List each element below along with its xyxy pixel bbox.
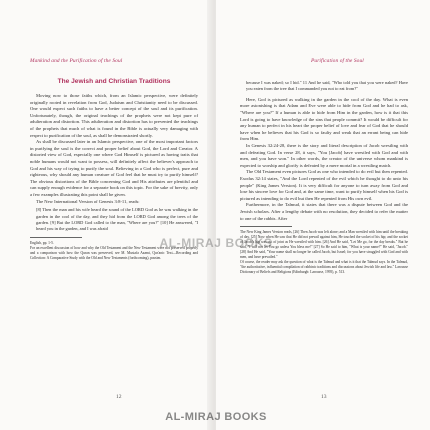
- section-heading: The Jewish and Christian Traditions: [57, 78, 171, 85]
- body-paragraph: The Old Testament even pictures God as one who intended to do evil but then repented. Exodus 32:14 states, "And the Lord repented of the evil which he thought to do unto his people" (King James Version). It is very difficult for anyone to turn away from God and lose his sincere love for God and, at the same time, want to purify himself when his God is pictured as intending to do evil but then He repented from His own evil.: [240, 169, 408, 201]
- body-paragraph: As shall be discussed later in an Islamic perspective, one of the most important factors in purifying the soul is the correct and proper belief about God, the Lord and Creator. A distorted view of God, especially one where God Himself is pictured as having traits that noble humans would not want to possess, will definitely affect the believer's approach to God and his way of trying to purify the soul. Believing in a God who is perfect, pure and righteous, why should any human creature of God feel that he must try to purify himself? The obvious distortions of the Bible concerning God and His attributes are plentiful and can supply enough evidence for a separate book on this topic. For the sake of brevity, only a few examples illustrating this point shall be given.: [30, 139, 198, 197]
- running-head-right: Purification of the Soul: [311, 58, 364, 64]
- watermark-bottom: AL-MIRAJ BOOKS: [165, 411, 267, 423]
- body-paragraph: Here, God is pictured as walking in the garden in the cool of the day. What is even more astonishing is that Adam and Eve were able to hide from God and he had to ask, "Where are you?" If a human is able to hide from Him in the garden, how is it that this Lord is going to have knowledge of the sins that people commit? It would be difficult for any human to perfect in his heart the proper belief of love and fear of God that he should have when he believes that his God is so faulty and weak that an errant being can hide from Him.: [240, 96, 408, 142]
- watermark: AL-MIRAJ BOOKS: [159, 236, 273, 250]
- body-paragraph: The New International Version of Genesis 3:8-11, reads:: [36, 198, 140, 204]
- scripture-quote: because I was naked; so I hid." 11 And he said, "Who told you that you were naked? Have you eaten from the tree that I commanded you not to eat from?": [246, 80, 408, 92]
- left-page-content: [30, 78, 198, 261]
- page-number-right: 13: [321, 394, 327, 400]
- footnote: For an excellent discussion of how and why the Old Testament and the New Testament were not preserved properly and a comparison with how the Quran was preserved, see M. Mustafa Azami, Qur'anic Text—Recording and Collection: A Comparative Study with the Old and New Testaments (forthcoming), passim.: [30, 245, 198, 260]
- body-paragraph: Furthermore, in the Talmud, it states that there was a dispute between God and the Jewish scholars. After a lengthy debate with no resolution, they decided to refer the matter to one of the rabbis. After: [240, 202, 408, 221]
- left-page: [0, 0, 214, 430]
- body-paragraph: Moving now to those faiths which, from an Islamic perspective, were definitely originally rooted in revelation from God, Judaism and Christianity need to be discussed. One would expect such faiths to have a better concept of the soul and its purification. Unfortunately, though, the original teachings of the prophets were not kept pure of adulteration and distortion. This adulteration and distortion has to prevented the teachings of the prophets that much of what is found in the Bible is actually very damaging with respect to purification of the soul, as shall be demonstrated shortly.: [30, 93, 198, 138]
- scripture-quote: [8] Then the man and his wife heard the sound of the LORD God as he was walking in the garden in the cool of the day, and they hid from the LORD God among the trees of the garden. [9] But the LORD God called to the man, "Where are you?" [10] He answered, "I heard you in the garden, and I was afraid: [36, 207, 198, 232]
- footnote: Of course, the reader may ask the question of what is the Talmud and what is it that the Talmud says. In the Talmud, "the authoritative, influential compilation of rabbinic traditions and discussions about Jewish life and law." Larousse Dictionary of Beliefs and Religions (Edinburgh: Larousse, 1995), p. 513.: [240, 260, 408, 275]
- page-number-left: 12: [116, 394, 122, 400]
- right-page: [216, 0, 430, 430]
- footnote-divider: [30, 237, 82, 238]
- footnote: The New King James Version reads, [26] Then Jacob was left alone; and a Man wrestled with him until the breaking of day. [25] Now when He saw that He did not prevail against him, He touched the socket of his hip; and the socket of Jacob's hip was out of joint as He wrestled with him. [26] And He said, "Let Me go, for the day breaks." But he said, "I will not let You go unless You bless me!" [27] So He said to him, "What is your name?" He said, "Jacob." [28] And He said, "Your name shall no longer be called Jacob, but Israel; for you have struggled with God and with men, and have prevailed.": [240, 230, 408, 260]
- body-paragraph: In Genesis 32:24-28, there is the story and literal description of Jacob wrestling with and defeating God. In verse 28, it says, "You [Jacob] have wrestled with God and with men, and you have won." In other words, the creator of the universe whom mankind is expected to worship and glorify is defeated by a mere mortal in a wrestling match.: [240, 142, 408, 168]
- footnote-divider: [240, 226, 292, 227]
- running-head-left: Mankind and the Purification of the Soul: [30, 58, 123, 64]
- footnote: English, pp. 1-5.: [30, 240, 54, 245]
